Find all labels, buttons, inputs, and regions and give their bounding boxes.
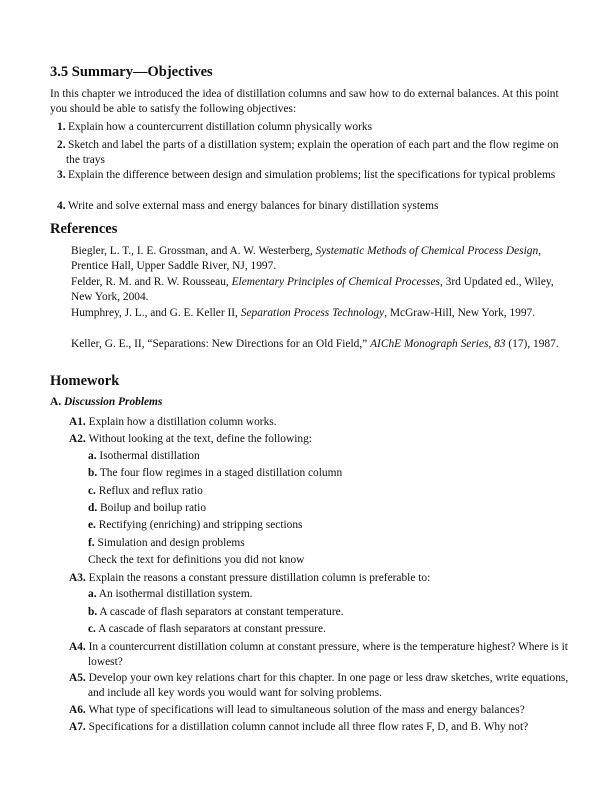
sub-item: f. Simulation and design problems bbox=[88, 537, 245, 549]
objective-text: Write and solve external mass and energy balances for binary distillation systems bbox=[68, 200, 439, 212]
objective-item bbox=[57, 138, 571, 168]
sub-item: c. A cascade of flash separators at constant pressure. bbox=[88, 623, 326, 635]
homework-heading: Homework bbox=[50, 373, 120, 389]
problem-a3: A3. Explain the reasons a constant pressure distillation column is preferable to: bbox=[69, 572, 431, 584]
problem-a1: A1. Explain how a distillation column works. bbox=[69, 416, 277, 428]
sub-item: a. An isothermal distillation system. bbox=[88, 588, 253, 600]
sub-item: e. Rectifying (enriching) and stripping sections bbox=[88, 519, 303, 531]
problem-a7: A7. Specifications for a distillation column cannot include all three flow rates F, D, and B. Why not? bbox=[69, 721, 529, 733]
sub-item: b. The four flow regimes in a staged distillation column bbox=[88, 467, 343, 479]
sub-item: b. A cascade of flash separators at constant temperature. bbox=[88, 606, 344, 618]
problem-a5: A5. Develop your own key relations chart for this chapter. In one page or less draw sketches, write equations, and include all key words you would want for solving problems. bbox=[69, 672, 569, 699]
reference-item: Felder, R. M. and R. W. Rousseau, Elementary Principles of Chemical Processes, 3rd Updated ed., Wiley, New York, 2004. bbox=[71, 276, 554, 303]
objective-number: 1. bbox=[57, 121, 66, 133]
objective-number: 2. bbox=[57, 139, 66, 151]
sub-item: d. Boilup and boilup ratio bbox=[88, 502, 207, 514]
objective-item bbox=[57, 168, 571, 183]
problem-a4: A4. In a countercurrent distillation column at constant pressure, where is the temperature highest? Where is it lowest? bbox=[69, 641, 568, 668]
problem-a6: A6. What type of specifications will lead to simultaneous solution of the mass and energy balances? bbox=[69, 704, 525, 716]
objective-item bbox=[57, 120, 571, 135]
references-heading: References bbox=[50, 221, 118, 237]
a2-note: Check the text for definitions you did not know bbox=[88, 554, 305, 566]
reference-item: Humphrey, J. L., and G. E. Keller II, Separation Process Technology, McGraw-Hill, New York, 1997. bbox=[71, 307, 536, 319]
intro-paragraph: In this chapter we introduced the idea of distillation columns and saw how to do external balances. At this point you should be able to satisfy the following objectives: bbox=[50, 88, 559, 115]
objective-number: 3. bbox=[57, 169, 66, 181]
reference-item: Keller, G. E., II, “Separations: New Directions for an Old Field,” AIChE Monograph Series, 83 (17), 1987. bbox=[71, 338, 559, 350]
objective-text: Explain the difference between design and simulation problems; list the specifications for typical problems bbox=[68, 169, 556, 181]
problem-a2: A2. Without looking at the text, define the following: bbox=[69, 433, 312, 445]
objective-text: Sketch and label the parts of a distillation system; explain the operation of each part and the flow regime on the trays bbox=[66, 139, 559, 166]
sub-item: a. Isothermal distillation bbox=[88, 450, 200, 462]
sub-item: c. Reflux and reflux ratio bbox=[88, 485, 203, 497]
reference-item: Biegler, L. T., I. E. Grossman, and A. W. Westerberg, Systematic Methods of Chemical Process Design, Prentice Hall, Upper Saddle River, NJ, 1997. bbox=[71, 245, 542, 272]
section-heading: 3.5 Summary—Objectives bbox=[50, 64, 213, 80]
objective-text: Explain how a countercurrent distillation column physically works bbox=[68, 121, 372, 133]
objective-item bbox=[57, 199, 571, 214]
part-a-heading: A. Discussion Problems bbox=[50, 396, 163, 408]
objective-number: 4. bbox=[57, 200, 66, 212]
